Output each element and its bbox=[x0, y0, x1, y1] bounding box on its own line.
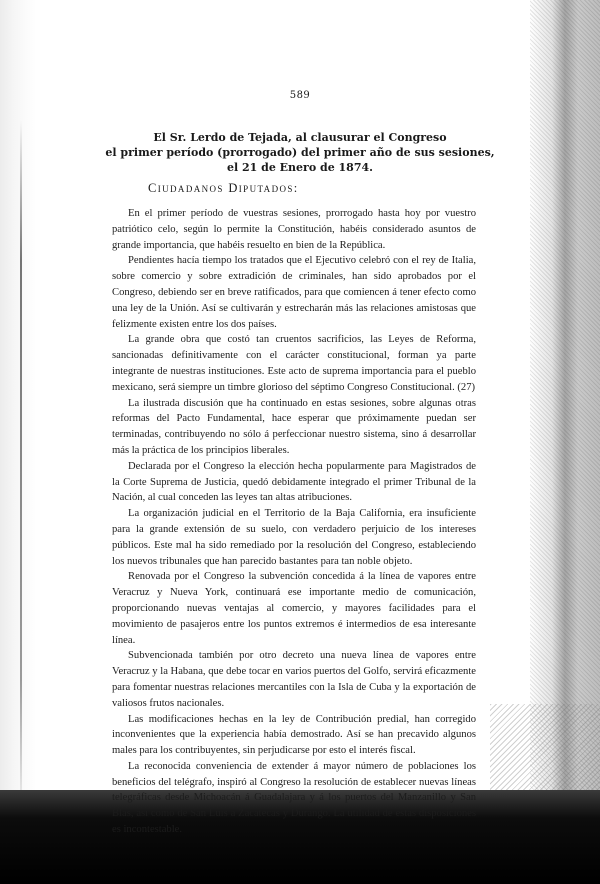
paragraph: Pendientes hacía tiempo los tratados que el Ejecutivo celebró con el rey de Italia, sobre comercio y sobre extradición de criminales, han sido aprobados por el Congreso, debiendo ser en breve ratificados, para que comiencen á tener efecto como una ley de la Unión. Así se cultivarán y estrecharán más las relaciones amistosas que felizmente existen entre los dos países. bbox=[112, 255, 476, 330]
document-title bbox=[100, 130, 500, 175]
body-text bbox=[112, 206, 476, 838]
scan-left-edge bbox=[0, 0, 36, 884]
paragraph: La reconocida conveniencia de extender á mayor número de poblaciones los beneficios del telégrafo, inspiró al Congreso la resolución de establecer nuevas líneas telegráficas desde Michoacán á Guadalajara y á los puertos del Manzanillo y San Blas, así como de San Luis á Zacatecas y Durango. La utilidad de estas disposiciones es incontestable. bbox=[112, 760, 476, 836]
paragraph: Renovada por el Congreso la subvención concedida á la línea de vapores entre Veracruz y Nueva York, continuará ese importante medio de comunicación, proporcionando nuevas ventajas al comercio, y mayores facilidades para el movimiento de pasajeros entre los puntos extremos é intermedios de esa interesante línea. bbox=[112, 571, 476, 646]
paragraph: La grande obra que costó tan cruentos sacrificios, las Leyes de Reforma, sancionadas definitivamente con el carácter constitucional, forman ya parte integrante de nuestras instituciones. Este acto de suprema importancia para el pueblo mexicano, será siempre un timbre glorioso del séptimo Congreso Constitucional. (27) bbox=[112, 334, 476, 393]
page-number: 589 bbox=[289, 90, 311, 101]
paragraph: La ilustrada discusión que ha continuado en estas sesiones, sobre algunas otras reformas del Pacto Fundamental, hace esperar que próximamente puedan ser terminadas, contribuyendo no sólo á perfeccionar nuestro sistema, sino á desarrollar más la práctica de los principios liberales. bbox=[112, 397, 476, 456]
paragraph: La organización judicial en el Territorio de la Baja California, era insuficiente para la grande extensión de su suelo, con verdadero perjuicio de los intereses públicos. Este mal ha sido remediado por la resolución del Congreso, estableciendo los nuevos tribunales que han parecido bastantes para tan noble objeto. bbox=[112, 508, 476, 567]
title-line: el primer período (prorrogado) del primer año de sus sesiones, bbox=[105, 146, 495, 159]
scan-binding-line bbox=[20, 120, 22, 820]
paragraph: Declarada por el Congreso la elección hecha popularmente para Magistrados de la Corte Suprema de Justicia, quedó debidamente integrado el primer Tribunal de la Nación, al cual conceden las leyes tan altas atribuciones. bbox=[112, 460, 476, 504]
paragraph: En el primer período de vuestras sesiones, prorrogado hasta hoy por vuestro patriótico celo, según lo permite la Constitución, habéis considerado asuntos de grande importancia, que habéis resuelto en bien de la República. bbox=[112, 208, 476, 251]
salutation: Ciudadanos Diputados: bbox=[148, 181, 299, 195]
paragraph: Subvencionada también por otro decreto una nueva línea de vapores entre Veracruz y la Habana, que debe tocar en varios puertos del Golfo, servirá eficazmente para fomentar nuestras relaciones mercantiles con la Isla de Cuba y la exportación de valiosos frutos nacionales. bbox=[112, 650, 476, 709]
title-line: el 21 de Enero de 1874. bbox=[227, 161, 373, 174]
title-line: El Sr. Lerdo de Tejada, al clausurar el Congreso bbox=[153, 131, 447, 144]
paragraph: Las modificaciones hechas en la ley de Contribución predial, han corregido inconvenientes que la experiencia había demostrado. Así se han precavido algunos males para los contribuyentes, sin perjudicarse por esto el interés fiscal. bbox=[112, 713, 476, 757]
